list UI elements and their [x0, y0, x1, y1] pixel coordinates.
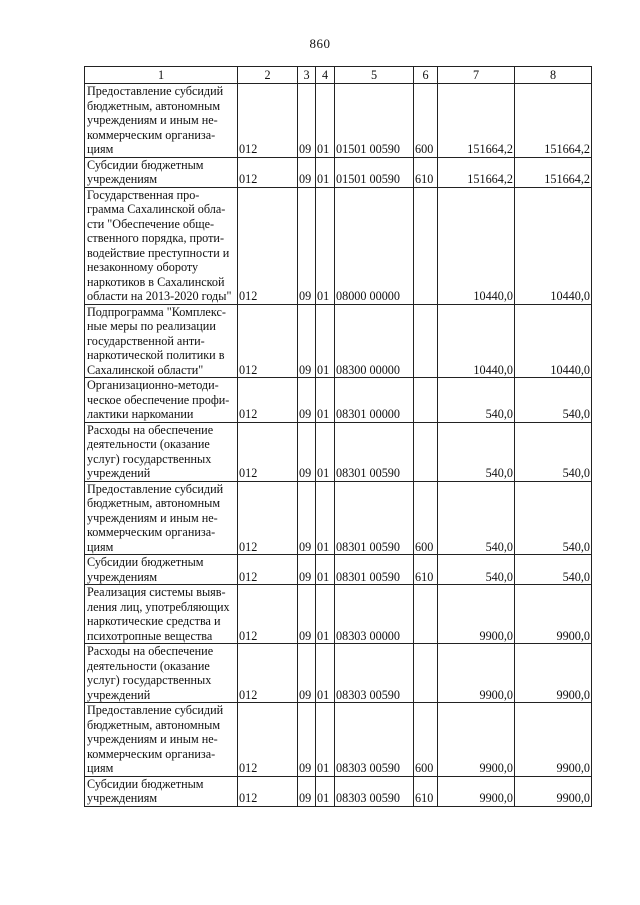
table-row: [85, 776, 592, 806]
department-code: 012: [238, 703, 298, 777]
section-code: 09: [298, 776, 316, 806]
subsection-code: 01: [316, 481, 335, 555]
section-code: 09: [298, 555, 316, 585]
section-code: 09: [298, 84, 316, 158]
amount-col8: 540,0: [515, 555, 592, 585]
row-name: Предоставление субсидий бюджетным, автономным учреждениям и иным не-коммерческим организа-циям: [85, 481, 238, 555]
table-row: [85, 304, 592, 378]
subsection-code: 01: [316, 644, 335, 703]
row-name: Расходы на обеспечение деятельности (оказание услуг) государственных учреждений: [85, 644, 238, 703]
table-body: [85, 84, 592, 807]
target-article-code: 01501 00590: [335, 84, 414, 158]
expense-type-code: [414, 378, 438, 423]
target-article-code: 08301 00000: [335, 378, 414, 423]
column-header-6: 6: [414, 67, 438, 84]
target-article-code: 08301 00590: [335, 481, 414, 555]
subsection-code: 01: [316, 703, 335, 777]
amount-col7: 151664,2: [438, 84, 515, 158]
row-name: Подпрограмма "Комплекс-ные меры по реализации государственной анти-наркотической политики в Сахалинской области": [85, 304, 238, 378]
section-code: 09: [298, 481, 316, 555]
section-code: 09: [298, 644, 316, 703]
target-article-code: 08303 00590: [335, 776, 414, 806]
amount-col7: 9900,0: [438, 644, 515, 703]
subsection-code: 01: [316, 776, 335, 806]
section-code: 09: [298, 157, 316, 187]
department-code: 012: [238, 84, 298, 158]
column-header-8: 8: [515, 67, 592, 84]
amount-col7: 540,0: [438, 555, 515, 585]
expense-type-code: [414, 585, 438, 644]
expense-type-code: [414, 187, 438, 304]
department-code: 012: [238, 304, 298, 378]
expense-type-code: 600: [414, 703, 438, 777]
amount-col7: 540,0: [438, 481, 515, 555]
amount-col7: 9900,0: [438, 585, 515, 644]
row-name: Расходы на обеспечение деятельности (оказание услуг) государственных учреждений: [85, 422, 238, 481]
expense-type-code: 610: [414, 776, 438, 806]
subsection-code: 01: [316, 585, 335, 644]
subsection-code: 01: [316, 378, 335, 423]
table-header: [85, 67, 592, 84]
target-article-code: 01501 00590: [335, 157, 414, 187]
header-row: [85, 67, 592, 84]
table-row: [85, 585, 592, 644]
amount-col7: 10440,0: [438, 304, 515, 378]
section-code: 09: [298, 304, 316, 378]
row-name: Предоставление субсидий бюджетным, автономным учреждениям и иным не-коммерческим организа-циям: [85, 703, 238, 777]
target-article-code: 08301 00590: [335, 422, 414, 481]
page-number: 860: [309, 36, 331, 51]
subsection-code: 01: [316, 157, 335, 187]
table-row: [85, 644, 592, 703]
department-code: 012: [238, 644, 298, 703]
amount-col8: 9900,0: [515, 585, 592, 644]
column-header-4: 4: [316, 67, 335, 84]
table-row: [85, 187, 592, 304]
amount-col7: 10440,0: [438, 187, 515, 304]
subsection-code: 01: [316, 304, 335, 378]
amount-col7: 540,0: [438, 422, 515, 481]
expense-type-code: [414, 304, 438, 378]
row-name: Субсидии бюджетным учреждениям: [85, 776, 238, 806]
expense-type-code: [414, 644, 438, 703]
target-article-code: 08303 00590: [335, 644, 414, 703]
row-name: Субсидии бюджетным учреждениям: [85, 555, 238, 585]
column-header-7: 7: [438, 67, 515, 84]
section-code: 09: [298, 422, 316, 481]
amount-col7: 540,0: [438, 378, 515, 423]
table-row: [85, 378, 592, 423]
department-code: 012: [238, 157, 298, 187]
department-code: 012: [238, 776, 298, 806]
target-article-code: 08303 00590: [335, 703, 414, 777]
department-code: 012: [238, 555, 298, 585]
row-name: Реализация системы выяв-ления лиц, употребляющих наркотические средства и психотропные вещества: [85, 585, 238, 644]
amount-col8: 9900,0: [515, 703, 592, 777]
row-name: Организационно-методи-ческое обеспечение профи-лактики наркомании: [85, 378, 238, 423]
target-article-code: 08000 00000: [335, 187, 414, 304]
column-header-5: 5: [335, 67, 414, 84]
amount-col7: 9900,0: [438, 703, 515, 777]
target-article-code: 08303 00000: [335, 585, 414, 644]
target-article-code: 08300 00000: [335, 304, 414, 378]
amount-col8: 10440,0: [515, 187, 592, 304]
table-row: [85, 703, 592, 777]
column-header-3: 3: [298, 67, 316, 84]
department-code: 012: [238, 585, 298, 644]
budget-table: [84, 66, 592, 807]
row-name: Предоставление субсидий бюджетным, автономным учреждениям и иным не-коммерческим организа-циям: [85, 84, 238, 158]
section-code: 09: [298, 585, 316, 644]
amount-col8: 540,0: [515, 481, 592, 555]
section-code: 09: [298, 703, 316, 777]
department-code: 012: [238, 422, 298, 481]
expense-type-code: 600: [414, 84, 438, 158]
table-row: [85, 157, 592, 187]
amount-col8: 9900,0: [515, 776, 592, 806]
column-header-2: 2: [238, 67, 298, 84]
amount-col8: 540,0: [515, 378, 592, 423]
amount-col8: 10440,0: [515, 304, 592, 378]
section-code: 09: [298, 378, 316, 423]
expense-type-code: 610: [414, 555, 438, 585]
expense-type-code: 610: [414, 157, 438, 187]
expense-type-code: [414, 422, 438, 481]
amount-col7: 9900,0: [438, 776, 515, 806]
expense-type-code: 600: [414, 481, 438, 555]
amount-col8: 151664,2: [515, 157, 592, 187]
amount-col8: 9900,0: [515, 644, 592, 703]
subsection-code: 01: [316, 422, 335, 481]
department-code: 012: [238, 378, 298, 423]
subsection-code: 01: [316, 84, 335, 158]
amount-col8: 540,0: [515, 422, 592, 481]
column-header-1: 1: [85, 67, 238, 84]
amount-col7: 151664,2: [438, 157, 515, 187]
subsection-code: 01: [316, 555, 335, 585]
department-code: 012: [238, 187, 298, 304]
section-code: 09: [298, 187, 316, 304]
target-article-code: 08301 00590: [335, 555, 414, 585]
table-row: [85, 481, 592, 555]
table-row: [85, 422, 592, 481]
table-row: [85, 84, 592, 158]
amount-col8: 151664,2: [515, 84, 592, 158]
department-code: 012: [238, 481, 298, 555]
row-name: Государственная про-грамма Сахалинской обла-сти "Обеспечение обще-ственного порядка, проти-водействие преступности и незаконному обороту наркотиков в Сахалинской области на 2013-2020 годы": [85, 187, 238, 304]
row-name: Субсидии бюджетным учреждениям: [85, 157, 238, 187]
subsection-code: 01: [316, 187, 335, 304]
table-row: [85, 555, 592, 585]
